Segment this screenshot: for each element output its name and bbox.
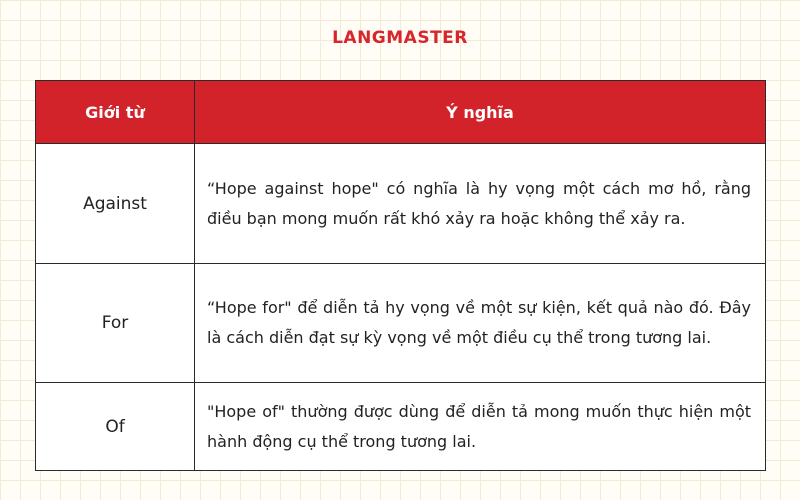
table-row: [36, 264, 766, 383]
preposition-cell: For: [36, 264, 195, 383]
meaning-cell: "Hope of" thường được dùng để diễn tả mong muốn thực hiện một hành động cụ thể trong tương lai.: [195, 383, 766, 471]
langmaster-logo: LANGMASTER: [332, 28, 468, 48]
meaning-cell: “Hope against hope" có nghĩa là hy vọng một cách mơ hồ, rằng điều bạn mong muốn rất khó xảy ra hoặc không thể xảy ra.: [195, 144, 766, 264]
preposition-cell: Of: [36, 383, 195, 471]
table-row: [36, 144, 766, 264]
preposition-cell: Against: [36, 144, 195, 264]
header-meaning: Ý nghĩa: [195, 81, 766, 144]
table-row: [36, 383, 766, 471]
table-header-row: [36, 81, 766, 144]
header-preposition: Giới từ: [36, 81, 195, 144]
preposition-table: [35, 80, 766, 471]
meaning-cell: “Hope for" để diễn tả hy vọng về một sự kiện, kết quả nào đó. Đây là cách diễn đạt sự kỳ vọng về một điều cụ thể trong tương lai.: [195, 264, 766, 383]
